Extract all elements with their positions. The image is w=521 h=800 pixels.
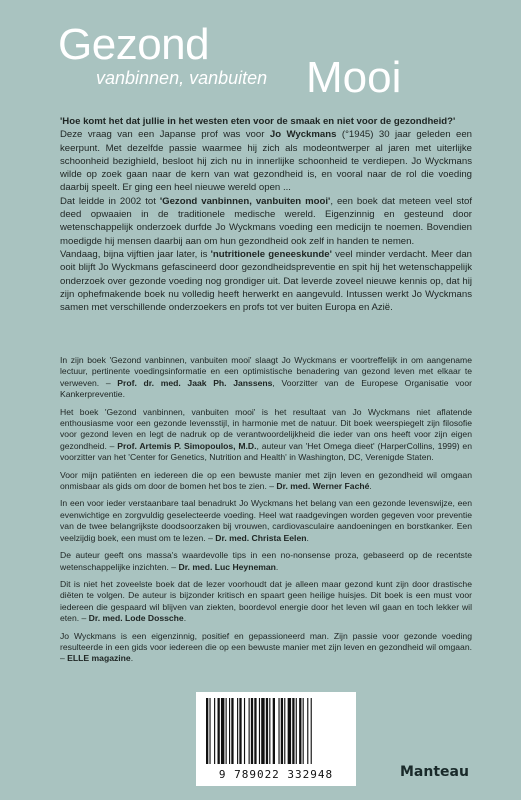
barcode-bar bbox=[221, 698, 224, 764]
barcode-bar bbox=[261, 698, 264, 764]
isbn-digits: 9 789022 332948 bbox=[218, 768, 334, 781]
review-author: Dr. med. Lode Dossche bbox=[88, 613, 184, 624]
review-quote: Het boek 'Gezond vanbinnen, vanbuiten mooi' is het resultaat van Jo Wyckmans niet aflatende enthousiasme voor een gezonde levensstijl, in harmonie met de natuur. Dit boek weerspiegelt zijn filosofie voor gezond leven en legt de nadruk op de verantwoordelijkheid die ieder van ons heeft voor zijn eigen gezondheid. – Prof. Artemis P. Simopoulos, M.D., auteur van 'Het Omega dieet' (HarperCollins, 1999) en voorzitter van het 'Center for Genetics, Nutrition and Health' in Washington, DC, Verenigde Staten. bbox=[60, 406, 472, 463]
review-quote: In zijn boek 'Gezond vanbinnen, vanbuiten mooi' slaagt Jo Wyckmans er voortreffelijk in om aangename lectuur, pertinente voedingsinformatie en een optimistische benadering van gezond leven met elkaar te verweven. – Prof. dr. med. Jaak Ph. Janssens, Voorzitter van de Europese Organisatie voor Kankerpreventie. bbox=[60, 355, 472, 400]
barcode-bar bbox=[226, 698, 227, 764]
review-author: Prof. dr. med. Jaak Ph. Janssens bbox=[117, 377, 273, 388]
review-quote: Dit is niet het zoveelste boek dat de lezer voorhoudt dat je alleen maar gezond kunt zijn door drastische diëten te volgen. De auteur is bijzonder kritisch en spaart geen heilige huisjes. Dit boek is een must voor iedereen die gespaard wil blijven van ziekten, boordevol energie door het leven wil gaan en toch lekker wil eten. – Dr. med. Lode Dossche. bbox=[60, 578, 472, 624]
review-author: ELLE magazine bbox=[67, 653, 131, 664]
publisher-logo: Manteau bbox=[400, 764, 469, 780]
review-author: Prof. Artemis P. Simopoulos, M.D. bbox=[117, 440, 257, 451]
barcode-bar bbox=[288, 698, 291, 764]
barcode-bar bbox=[239, 698, 241, 764]
book-title-mention: 'Gezond vanbinnen, vanbuiten mooi' bbox=[159, 195, 331, 207]
barcode-bar bbox=[273, 698, 275, 764]
barcode-bar bbox=[229, 698, 230, 764]
cover-title-subtitle: vanbinnen, vanbuiten bbox=[96, 68, 268, 88]
intro-text bbox=[60, 115, 472, 314]
barcode-bar bbox=[206, 698, 208, 764]
barcode-bar bbox=[259, 698, 260, 764]
reviews-block bbox=[60, 355, 472, 671]
barcode-bar bbox=[292, 698, 294, 764]
intro-paragraph-3: Vandaag, bijna vijftien jaar later, is 'nutritionele geneeskunde' veel minder verdacht. Meer dan ooit blijft Jo Wyckmans gefascineerd door gezondheidspreventie en spit hij het wetenschappelijk onderzoek over gezonde voeding nog grondiger uit. Dat leverde zoveel nieuwe kennis op, dat hij zijn ophefmakende boek nu volledig heeft herwerkt en aangevuld. Intussen werkt Jo Wyckmans samen met verschillende onderzoekers en profs tot ver buiten Europa en Azië. bbox=[60, 248, 473, 314]
review-quote: De auteur geeft ons massa's waardevolle tips in een no-nonsense proza, gebaseerd op de recentste wetenschappelijke inzichten. – Dr. med. Luc Heyneman. bbox=[60, 550, 472, 572]
intro-paragraph-1: Deze vraag van een Japanse prof was voor Jo Wyckmans (°1945) 30 jaar geleden een keerpunt. Met dezelfde passie waarmee hij zich als modeontwerper al jaren met uiterlijke schoonheid bezighield, besloot hij zich nu in innerlijke schoonheid te verdiepen. Jo Wyckmans wilde op zoek gaan naar de kern van wat gezondheid is, en vooral naar de rol die voeding daarbij speelt. Er ging een heel nieuwe wereld open ... bbox=[60, 129, 473, 194]
barcode-bar bbox=[237, 698, 238, 764]
review-quote: Jo Wyckmans is een eigenzinnig, positief en gepassioneerd man. Zijn passie voor gezonde voeding resulteerde in een gids voor iedereen die op een bewuste manier met zijn leven en gezondheid wil omgaan. – ELLE magazine. bbox=[60, 630, 472, 664]
review-author: Dr. med. Luc Heyneman bbox=[178, 561, 276, 572]
barcode-bar bbox=[296, 698, 297, 764]
barcode-bar bbox=[209, 698, 210, 764]
barcode-bar bbox=[307, 698, 308, 764]
barcode-bar bbox=[299, 698, 301, 764]
cover-title-gezond: Gezond bbox=[58, 20, 210, 69]
barcode-bars bbox=[204, 698, 348, 766]
barcode-bar bbox=[311, 698, 312, 764]
term-mention: 'nutritionele geneeskunde' bbox=[210, 248, 332, 260]
barcode-bar bbox=[278, 698, 279, 764]
review-author: Dr. med. Werner Faché bbox=[276, 481, 370, 492]
barcode-bar bbox=[281, 698, 283, 764]
barcode-bar bbox=[249, 698, 250, 764]
review-quote: In een voor ieder verstaanbare taal benadrukt Jo Wyckmans het belang van een gezonde levenswijze, een evenwichtige en zorgvuldig geselecteerde voeding. Heel wat raadgevingen worden gegeven voor preventie van de twee belangrijkste doodsoorzaken bij vrouwen, cardiovasculaire aandoeningen en borstkanker. Een veelzijdig boek, een must om te lezen. – Dr. med. Christa Eelen. bbox=[60, 498, 472, 543]
cover-title-mooi: Mooi bbox=[306, 53, 402, 102]
barcode-bar bbox=[218, 698, 220, 764]
barcode-bar bbox=[266, 698, 268, 764]
barcode-bar bbox=[231, 698, 233, 764]
intro-paragraph-2: Dat leidde in 2002 tot 'Gezond vanbinnen, vanbuiten mooi', een boek dat meteen veel stof deed opwaaien in de traditionele medische wereld. Eigenzinnig en gesteund door wetenschappelijk onderzoek durfde Jo Wyckmans voeding een medicijn te noemen. Bovendien moedigde hij mensen daarbij aan om hun gezondheid ook zelf in handen te nemen. bbox=[60, 195, 472, 247]
barcode-bar bbox=[254, 698, 256, 764]
barcode-bar bbox=[269, 698, 270, 764]
barcode-bar bbox=[284, 698, 285, 764]
barcode-bar bbox=[244, 698, 245, 764]
barcode-bar bbox=[303, 698, 304, 764]
isbn-barcode bbox=[196, 692, 356, 786]
barcode-bar bbox=[214, 698, 215, 764]
review-author: Dr. med. Christa Eelen bbox=[215, 532, 307, 543]
author-name: Jo Wyckmans bbox=[269, 129, 337, 141]
barcode-bar bbox=[251, 698, 253, 764]
review-quote: Voor mijn patiënten en iedereen die op een bewuste manier met zijn leven en gezondheid wil omgaan onmisbaar als gids om door de bomen het bos te zien. – Dr. med. Werner Faché. bbox=[60, 469, 472, 492]
intro-question: 'Hoe komt het dat jullie in het westen eten voor de smaak en niet voor de gezondheid?' bbox=[60, 116, 456, 127]
